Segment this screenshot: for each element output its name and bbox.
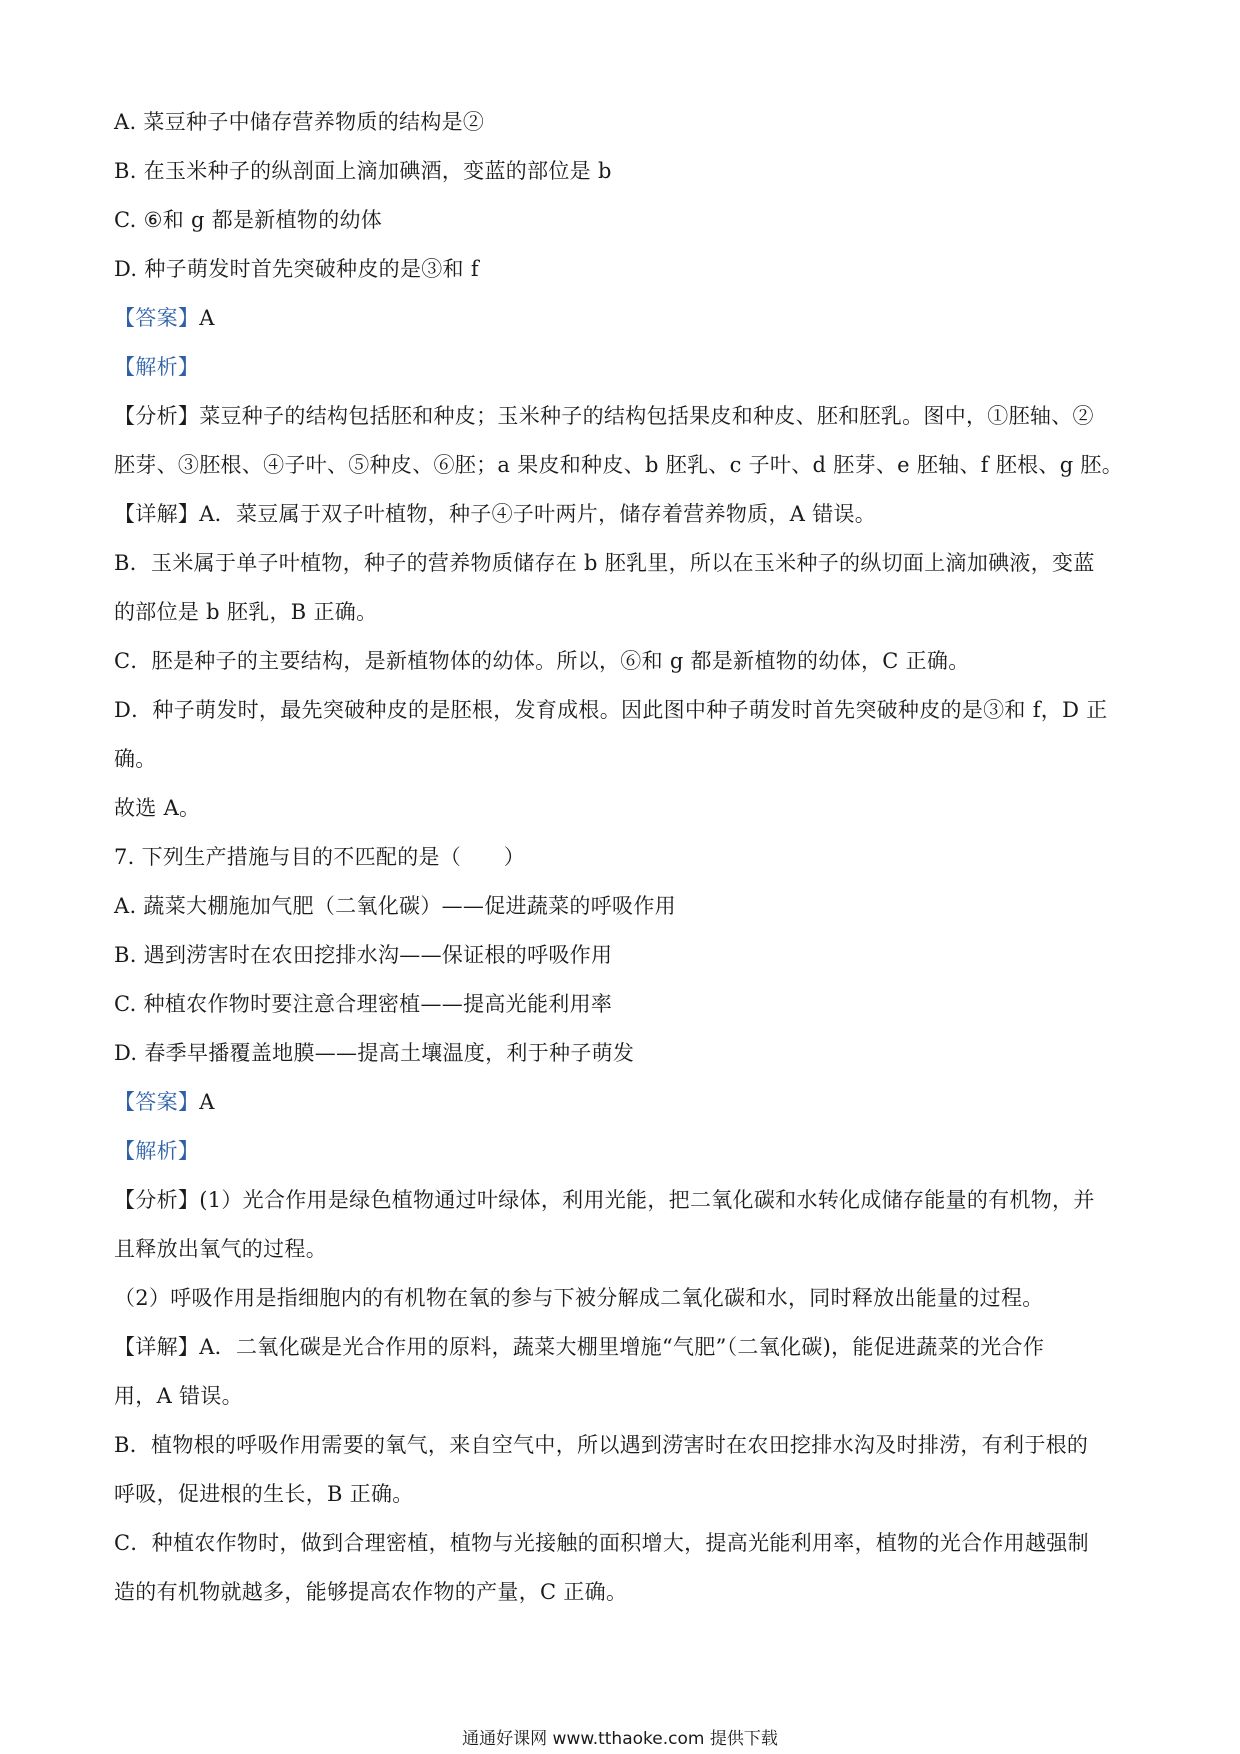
answer-value: A — [199, 1090, 215, 1114]
q7-option-d: D. 春季早播覆盖地膜——提高土壤温度，利于种子萌发 — [114, 1041, 635, 1065]
q7-analysis-line: C．种植农作物时，做到合理密植，植物与光接触的面积增大，提高光能利用率，植物的光合作用越强制 — [114, 1531, 1089, 1555]
q6-analysis-line: 故选 A。 — [114, 796, 201, 820]
q6-analysis-line: 胚芽、③胚根、④子叶、⑤种皮、⑥胚；a 果皮和种皮、b 胚乳、c 子叶、d 胚芽、e 胚轴、f 胚根、g 胚。 — [114, 453, 1124, 477]
q7-analysis-line: 【分析】(1）光合作用是绿色植物通过叶绿体，利用光能，把二氧化碳和水转化成储存能量的有机物，并 — [114, 1188, 1095, 1212]
q7-analysis-line: 且释放出氧气的过程。 — [114, 1237, 327, 1261]
q6-option-b: B. 在玉米种子的纵剖面上滴加碘酒，变蓝的部位是 b — [114, 159, 612, 183]
q6-option-a: A. 菜豆种子中储存营养物质的结构是② — [114, 110, 485, 134]
q7-analysis-line: （2）呼吸作用是指细胞内的有机物在氧的参与下被分解成二氧化碳和水，同时释放出能量的过程。 — [114, 1286, 1044, 1310]
page-footer: 通通好课网 www.tthaoke.com 提供下载 — [462, 1729, 778, 1749]
q7-answer — [114, 1078, 1130, 1127]
q7-analysis-line: B．植物根的呼吸作用需要的氧气，来自空气中，所以遇到涝害时在农田挖排水沟及时排涝，有利于根的 — [114, 1433, 1089, 1457]
answer-label: 【答案】 — [114, 306, 200, 330]
answer-value: A — [199, 306, 215, 330]
q7-stem: 7. 下列生产措施与目的不匹配的是（ ） — [114, 845, 526, 869]
q6-analysis-line: 【分析】菜豆种子的结构包括胚和种皮；玉米种子的结构包括果皮和种皮、胚和胚乳。图中，①胚轴、② — [114, 404, 1094, 428]
q7-option-b: B. 遇到涝害时在农田挖排水沟——保证根的呼吸作用 — [114, 943, 613, 967]
q6-analysis-line: 确。 — [114, 747, 157, 771]
q6-analysis-line: C．胚是种子的主要结构，是新植物体的幼体。所以，⑥和 g 都是新植物的幼体，C 正确。 — [114, 649, 970, 673]
q7-option-c: C. 种植农作物时要注意合理密植——提高光能利用率 — [114, 992, 613, 1016]
q7-option-a: A. 蔬菜大棚施加气肥（二氧化碳）——促进蔬菜的呼吸作用 — [114, 894, 676, 918]
q6-analysis-line: 的部位是 b 胚乳，B 正确。 — [114, 600, 378, 624]
q6-analysis-label: 【解析】 — [114, 355, 200, 379]
q6-analysis-line: 【详解】A．菜豆属于双子叶植物，种子④子叶两片，储存着营养物质，A 错误。 — [114, 502, 877, 526]
q7-analysis-line: 造的有机物就越多，能够提高农作物的产量，C 正确。 — [114, 1580, 628, 1604]
q6-option-d: D. 种子萌发时首先突破种皮的是③和 f — [114, 257, 479, 281]
q7-analysis-label: 【解析】 — [114, 1139, 200, 1163]
document-body — [114, 98, 1130, 1617]
q7-analysis-line: 用，A 错误。 — [114, 1384, 243, 1408]
answer-label: 【答案】 — [114, 1090, 200, 1114]
q7-analysis-line: 呼吸，促进根的生长，B 正确。 — [114, 1482, 414, 1506]
q6-answer — [114, 294, 1130, 343]
q6-analysis-line: D．种子萌发时，最先突破种皮的是胚根，发育成根。因此图中种子萌发时首先突破种皮的是③和 f，D 正 — [114, 698, 1108, 722]
q6-option-c: C. ⑥和 g 都是新植物的幼体 — [114, 208, 383, 232]
q7-analysis-line: 【详解】A．二氧化碳是光合作用的原料，蔬菜大棚里增施“气肥”（二氧化碳)，能促进蔬菜的光合作 — [114, 1335, 1045, 1359]
q6-analysis-line: B．玉米属于单子叶植物，种子的营养物质储存在 b 胚乳里，所以在玉米种子的纵切面上滴加碘液，变蓝 — [114, 551, 1095, 575]
